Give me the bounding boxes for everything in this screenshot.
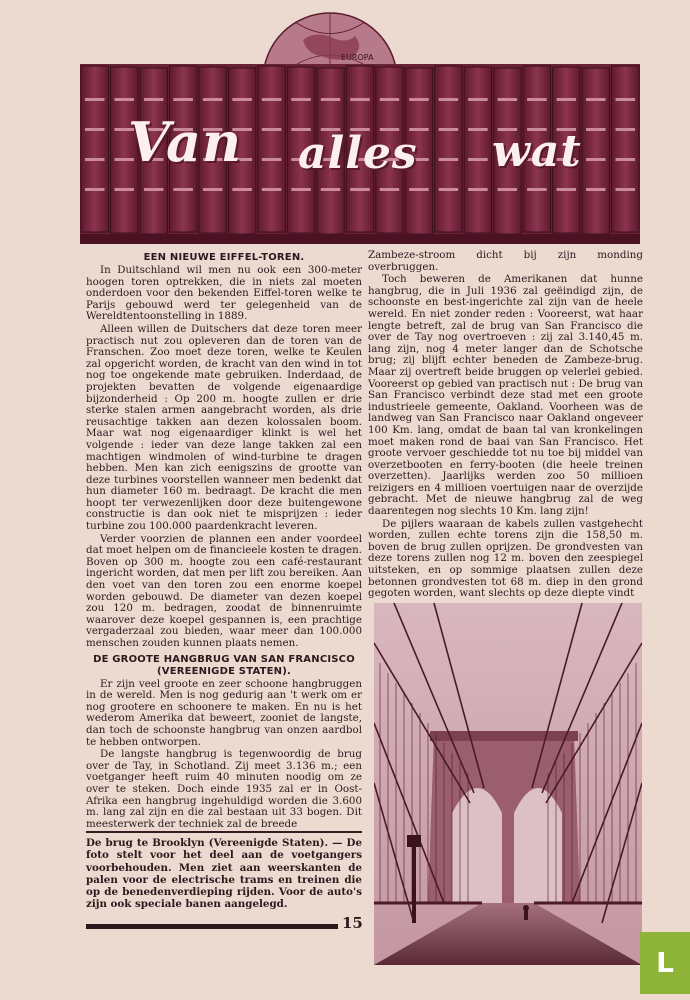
brooklyn-bridge-photo bbox=[374, 603, 642, 965]
article2-heading bbox=[86, 654, 362, 678]
globe-label: EUROPA bbox=[341, 53, 374, 62]
photo-caption: De brug te Brooklyn (Vereenigde Staten). — De foto stelt voor het deel aan de voetgangers voorbehouden. Men ziet aan weerskanten de palen voor de electrische trams en treinen die op de benedenverdieping rijden. Voor de auto's zijn ook speciale banen aangelegd. bbox=[86, 837, 362, 911]
watermark-logo-icon: L bbox=[656, 946, 674, 979]
title-word-van: Van bbox=[128, 110, 243, 174]
article2-paragraph: Er zijn veel groote en zeer schoone hangbruggen in de wereld. Men is nog gedurig aan 't werk om er nog grootere en schoonere te maken. En nu is het wederom Amerika dat beweert, zooniet de langste, dan toch de schoonste hangbrug van onzen aardbol te hebben ontworpen. bbox=[86, 677, 362, 748]
title-word-alles: alles bbox=[298, 128, 418, 179]
article1-paragraph: Verder voorzien de plannen een ander voordeel dat moet helpen om de financieele kosten te dragen. Boven op 300 m. hoogte zou een café-restaurant ingericht worden, dat men per lift zou bereiken. Aan den voet van den toren zou een enorme koepel worden gebouwd. De diameter van dezen koepel zou 120 m. bedragen, zoodat de binnenruimte waarover deze koepel gespannen is, een prachtige vergaderzaal zou bieden, waar meer dan 100.000 menschen zouden kunnen plaats nemen. bbox=[86, 532, 362, 649]
left-column bbox=[86, 252, 362, 830]
article1-heading: EEN NIEUWE EIFFEL-TOREN. bbox=[143, 252, 305, 263]
article2-paragraph: Toch beweren de Amerikanen dat hunne hangbrug, die in Juli 1936 zal geëindigd zijn, de schoonste en best-ingerichte zal zijn van de heele wereld. En niet zonder reden : Vooreerst, wat haar lengte betreft, zal de brug van San Francisco die over de Tay nog overtroeven : zij zal 3.140,45 m. lang zijn, nog 4 meter langer dan de Schotsche brug; zij blijft echter beneden de Zambeze-brug. Maar zij overtreft beide bruggen op velerlei gebied. Vooreerst op gebied van practisch nut : De brug van San Francisco verbindt deze stad met een groote industrieele gemeente, Oakland. Voorheen was de landweg van San Francisco naar Oakland ongeveer 100 Km. lang, omdat de baan tal van kronkelingen moet maken rond de baai van San Francisco. Het groote vervoer geschiedde tot nu toe bij middel van overzetbooten en ferry-booten (die heele treinen overzetten). Jaarlijks werden zoo 50 millioen reizigers en 4 millioen voertuigen naar de overzijde gebracht. Met de nieuwe hangbrug zal de weg daarentegen nog slechts 10 Km. lang zijn! bbox=[368, 273, 643, 518]
article2-heading-line2: (VEREENIGDE STATEN). bbox=[156, 665, 291, 677]
article2-paragraph: De langste hangbrug is tegenwoordig de brug over de Tay, in Schotland. Zij meet 3.136 m.; een voetganger heeft ruim 40 minuten noodig om ze over te steken. Doch einde 1935 zal er in Oost-Afrika een hangbrug ingehuldigd worden die 3.600 m. lang zal zijn en die zal bestaan uit 33 bogen. Dit meesterwerk der techniek zal de breede bbox=[86, 748, 362, 830]
watermark-tab bbox=[640, 932, 690, 994]
right-column bbox=[368, 250, 643, 600]
article1-paragraph: Alleen willen de Duitschers dat deze toren meer practisch nut zou opleveren dan de toren van de Franschen. Zoo moet deze toren, welke te Keulen zal opgericht worden, de kracht van den wind in tot nog toe ongekende mate gebruiken. Inderdaad, de projekten bevatten de volgende eigenaardige bijzonderheid : Op 200 m. hoogte zullen er drie sterke stalen armen aangebracht worden, als drie reusachtige takken aan dezen kolossalen boom. Maar wat nog eigenaardiger klinkt is wel het volgende : ieder van deze lange takken zal een machtigen windmolen of wind-turbine te dragen hebben. Men kan zich eenigszins de grootte van deze turbines voorstellen wanneer men bedenkt dat hun diameter 160 m. bedraagt. De kracht die men hoopt ter verwezenlijken door deze buitengewone constructie is dan ook niet te misprijzen : ieder turbine zou 100.000 paardenkracht leveren. bbox=[86, 322, 362, 533]
page-number: 15 bbox=[342, 914, 363, 932]
article1-paragraph: In Duitschland wil men nu ook een 300-meter hoogen toren optrekken, die in niets zal moeten onderdoen voor den bekenden Eiffel-toren welke te Parijs gebouwd werd ter gelegenheid van de Wereldtentoonstelling in 1889. bbox=[86, 264, 362, 323]
caption-top-rule bbox=[86, 831, 362, 833]
title-word-wat: wat bbox=[492, 126, 582, 177]
article2-paragraph: Zambeze-stroom dicht bij zijn monding overbruggen. bbox=[368, 249, 643, 273]
article2-heading-line1: DE GROOTE HANGBRUG VAN SAN FRANCISCO bbox=[93, 653, 355, 665]
header-banner bbox=[80, 0, 640, 250]
footer-rule bbox=[86, 924, 338, 929]
article2-paragraph: De pijlers waaraan de kabels zullen vastgehecht worden, zullen echte torens zijn die 158,50 m. boven de brug zullen oprijzen. De grondvesten van deze torens zullen nog 12 m. boven den zeespiegel uitsteken, en op sommige plaatsen zullen deze betonnen grondvesten tot 68 m. diep in den grond gegoten worden, want slechts op deze diepte vindt bbox=[368, 517, 643, 600]
